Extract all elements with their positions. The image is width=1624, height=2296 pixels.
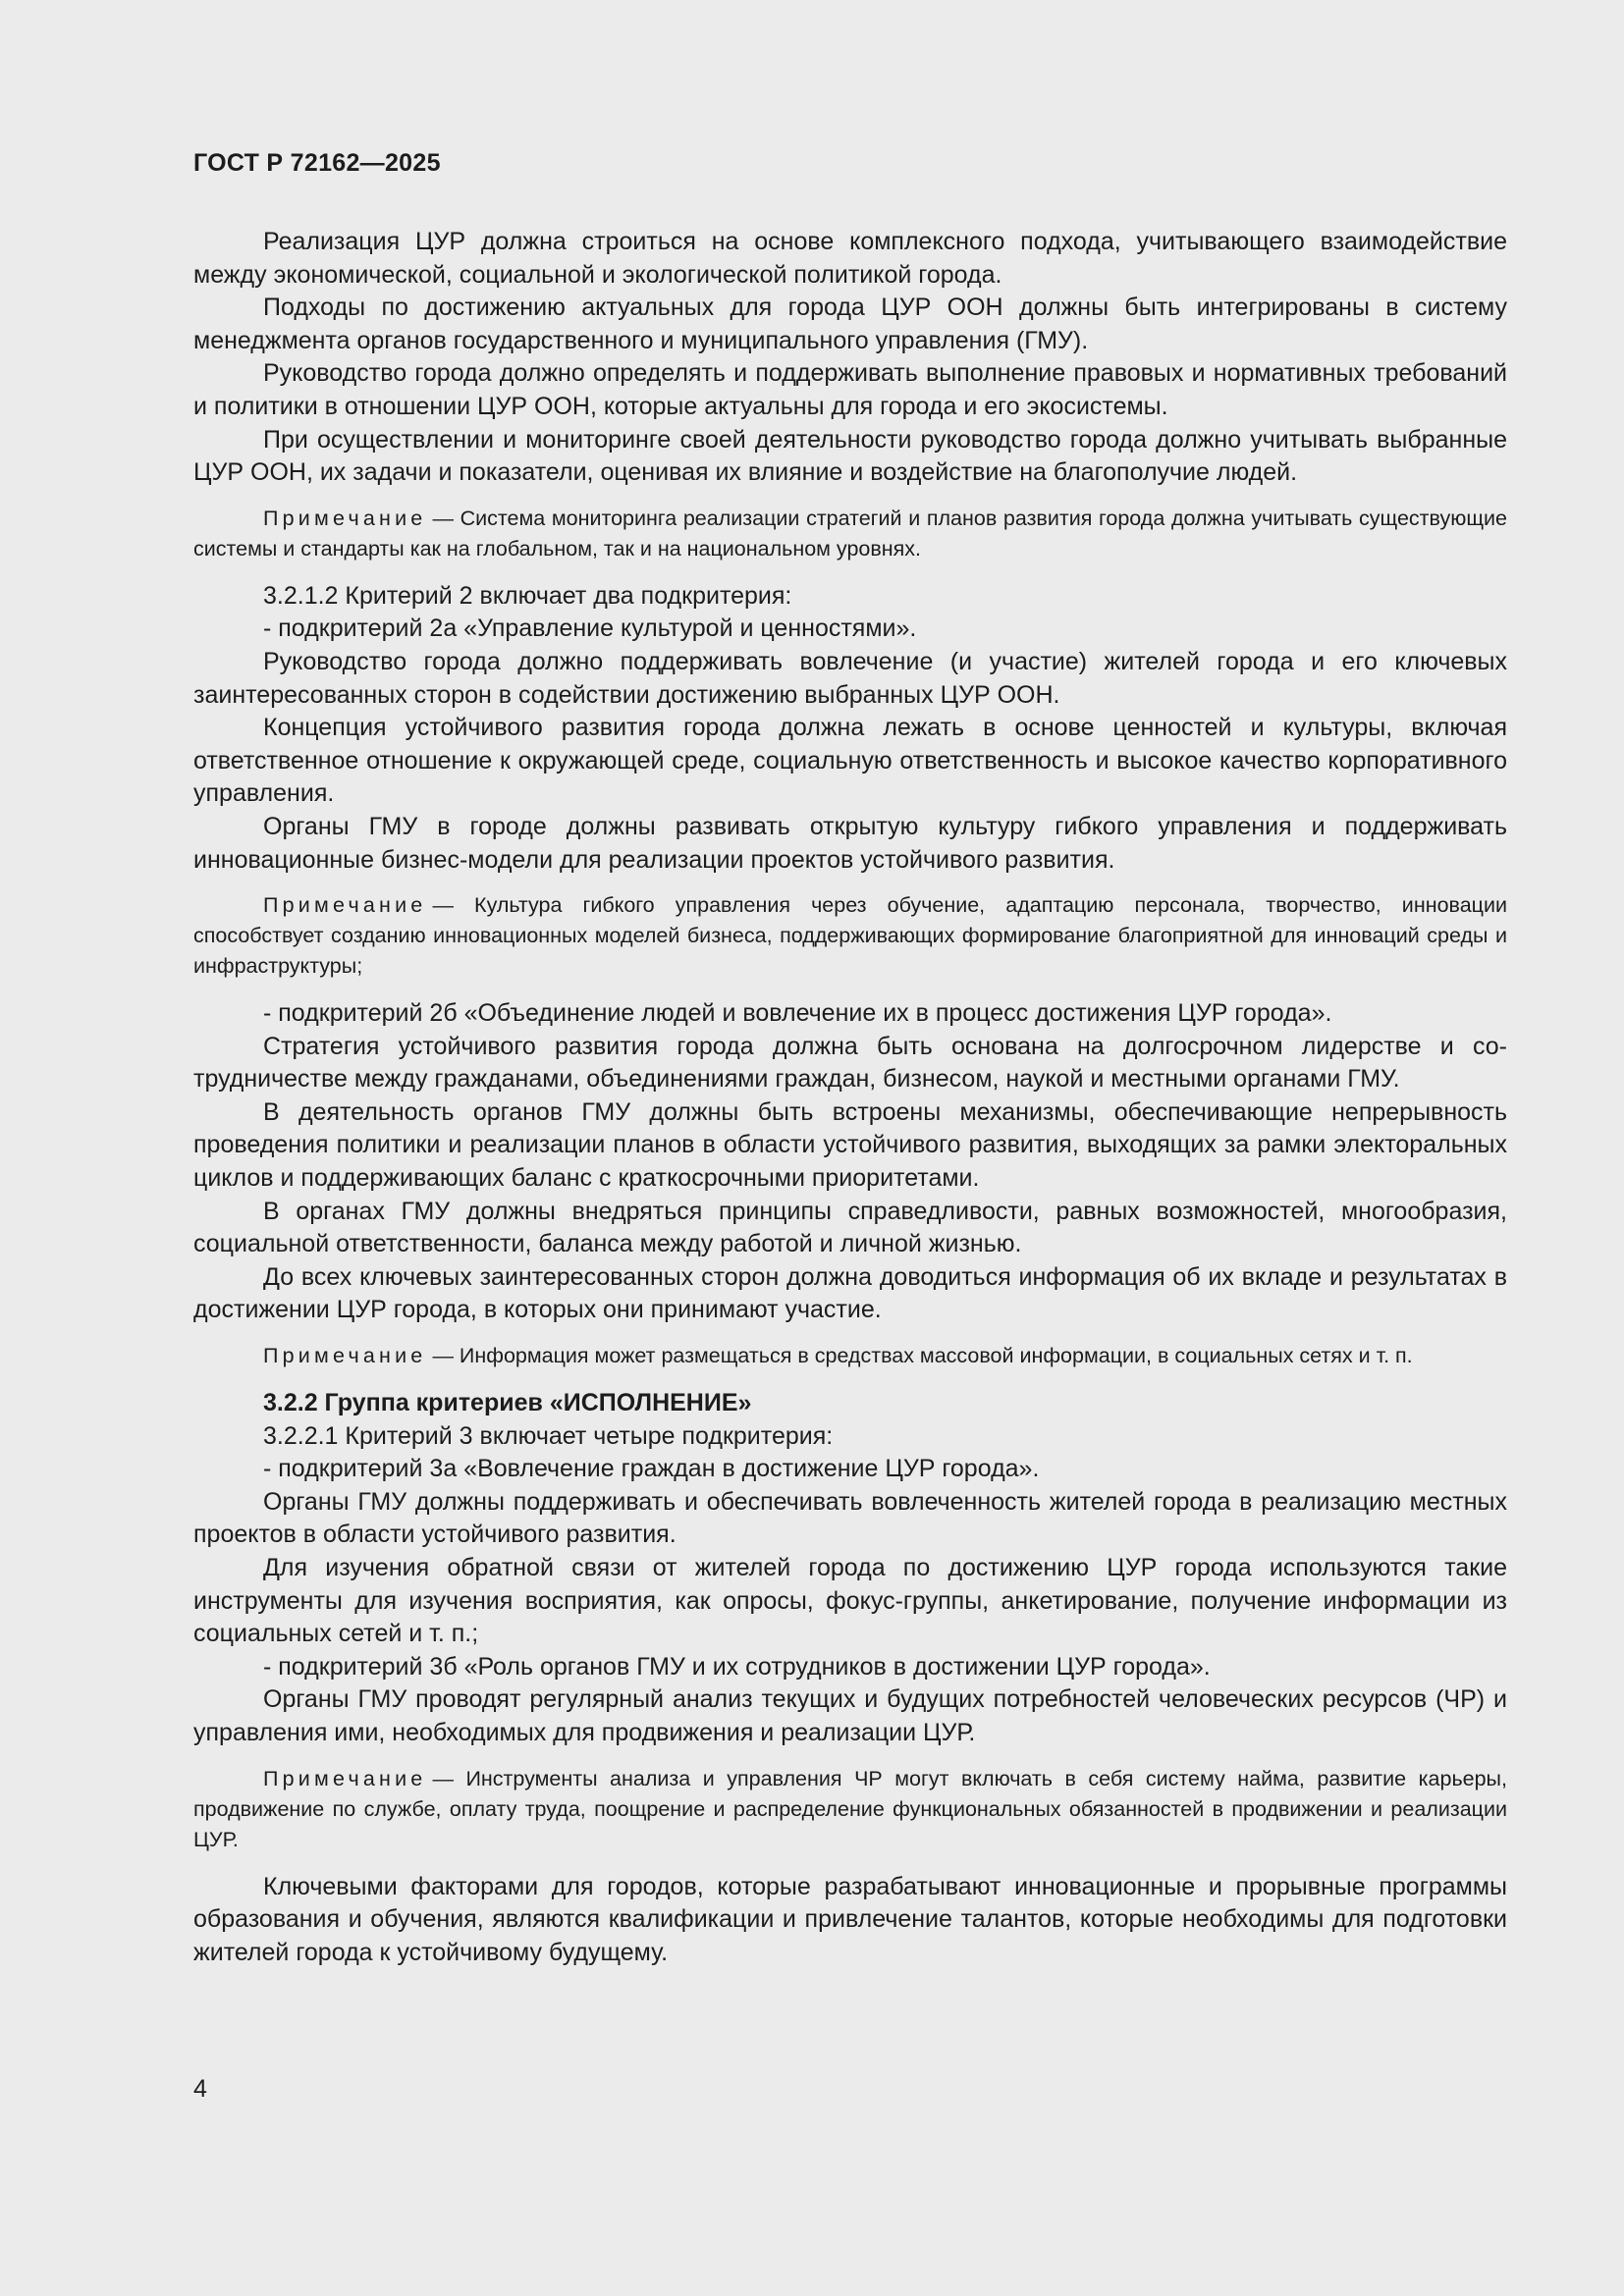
paragraph: Концепция устойчивого развития города должна лежать в основе ценностей и культуры, включая ответственное отношение к окружающей среде, социальную ответственность и высокое качество корпоративного управления.	[193, 714, 1507, 808]
note	[193, 1764, 1507, 1855]
page-number: 4	[193, 2075, 207, 2103]
note-text: — Информация может размещаться в средствах массовой информации, в социальных сетях и т. п.	[432, 1344, 1413, 1368]
criterion-paragraph: 3.2.2.1 Критерий 3 включает четыре подкритерия:	[263, 1421, 834, 1450]
subcriterion-item: - подкритерий 2а «Управление культурой и ценностями».	[263, 614, 917, 643]
document-body	[193, 226, 1507, 1969]
section-heading: 3.2.2 Группа критериев «ИСПОЛНЕНИЕ»	[263, 1389, 752, 1417]
paragraph: В органах ГМУ должны внедряться принципы справедливости, равных возможностей, многообразия, социальной ответственности, баланса между работой и личной жизнью.	[193, 1197, 1507, 1258]
paragraph: Органы ГМУ в городе должны развивать открытую культуру гибкого управления и поддерживать инновационные бизнес-модели для реализации проектов устойчивого развития.	[193, 812, 1507, 874]
paragraph: Органы ГМУ должны поддерживать и обеспечивать вовлеченность жителей города в реализацию местных проектов в области устойчивого развития.	[193, 1487, 1507, 1549]
document-header: ГОСТ Р 72162—2025	[193, 149, 441, 177]
note	[193, 890, 1507, 982]
note-label: Примечание	[263, 1766, 427, 1790]
note-text: — Инструменты анализа и управления ЧР могут включать в себя систему найма, развитие карьеры, продвижение по службе, оплату труда, поощрение и распределение функциональных обязанностей в продвижении и реализации ЦУР.	[193, 1766, 1507, 1851]
paragraph: Реализация ЦУР должна строиться на основе комплексного подхода, учитывающего взаимодействие между экономической, социальной и экологической политикой города.	[193, 228, 1507, 289]
paragraph: При осуществлении и мониторинге своей деятельности руководство города должно учитывать выбранные ЦУР ООН, их задачи и показатели, оценивая их влияние и воздействие на благополучие людей.	[193, 425, 1507, 487]
criterion-paragraph: 3.2.1.2 Критерий 2 включает два подкритерия:	[263, 581, 792, 610]
note-text: — Культура гибкого управления через обучение, адаптацию персонала, творчество, инновации способствует созданию инновационных моделей бизнеса, поддерживающих формирование благоприятной для инноваций среды и инфраструктуры;	[193, 893, 1507, 979]
paragraph: Органы ГМУ проводят регулярный анализ текущих и будущих потребностей человеческих ресурсов (ЧР) и управления ими, необходимых для продвижения и реализации ЦУР.	[193, 1685, 1507, 1746]
subcriterion-item: - подкритерий 3б «Роль органов ГМУ и их сотрудников в достижении ЦУР города».	[263, 1652, 1211, 1681]
paragraph: Стратегия устойчивого развития города должна быть основана на долгосрочном лидерстве и сотрудничестве между гражданами, объединениями граждан, бизнесом, наукой и местными органами ГМУ.	[193, 1032, 1507, 1094]
note-text: — Система мониторинга реализации стратегий и планов развития города должна учитывать существующие системы и стандарты как на глобальном, так и на национальном уровнях.	[193, 506, 1507, 561]
note	[193, 1341, 1507, 1371]
paragraph: Подходы по достижению актуальных для города ЦУР ООН должны быть интегрированы в систему менеджмента органов государственного и муниципального управления (ГМУ).	[193, 294, 1507, 354]
paragraph: Ключевыми факторами для городов, которые разрабатывают инновационные и прорывные программы образования и обучения, являются квалификации и привлечение талантов, которые необходимы для подготовки жителей города к устойчивому будущему.	[193, 1872, 1507, 1966]
subcriterion-item: - подкритерий 3а «Вовлечение граждан в достижение ЦУР города».	[263, 1455, 1040, 1483]
paragraph: Для изучения обратной связи от жителей города по достижению ЦУР города используются такие инструменты для изучения восприятия, как опросы, фокус-группы, анкетирование, получение информации из социальных сетей и т. п.;	[193, 1554, 1507, 1648]
paragraph: В деятельность органов ГМУ должны быть встроены механизмы, обеспечивающие непрерывность проведения политики и реализации планов в области устойчивого развития, выходящих за рамки электоральных циклов и поддерживающих баланс с краткосрочными приоритетами.	[193, 1097, 1507, 1193]
note-label: Примечание	[263, 506, 427, 530]
note-label: Примечание	[263, 893, 427, 918]
paragraph: Руководство города должно определять и поддерживать выполнение правовых и нормативных требований и политики в отношении ЦУР ООН, которые актуальны для города и его экосистемы.	[193, 359, 1507, 420]
note-label: Примечание	[263, 1344, 427, 1368]
paragraph: До всех ключевых заинтересованных сторон должна доводиться информация об их вкладе и результатах в достижении ЦУР города, в которых они принимают участие.	[193, 1262, 1507, 1324]
paragraph: Руководство города должно поддерживать вовлечение (и участие) жителей города и его ключевых заинтересованных сторон в содействии достижению выбранных ЦУР ООН.	[193, 647, 1507, 709]
note	[193, 504, 1507, 564]
subcriterion-item: - подкритерий 2б «Объединение людей и вовлечение их в процесс достижения ЦУР города».	[263, 999, 1332, 1028]
